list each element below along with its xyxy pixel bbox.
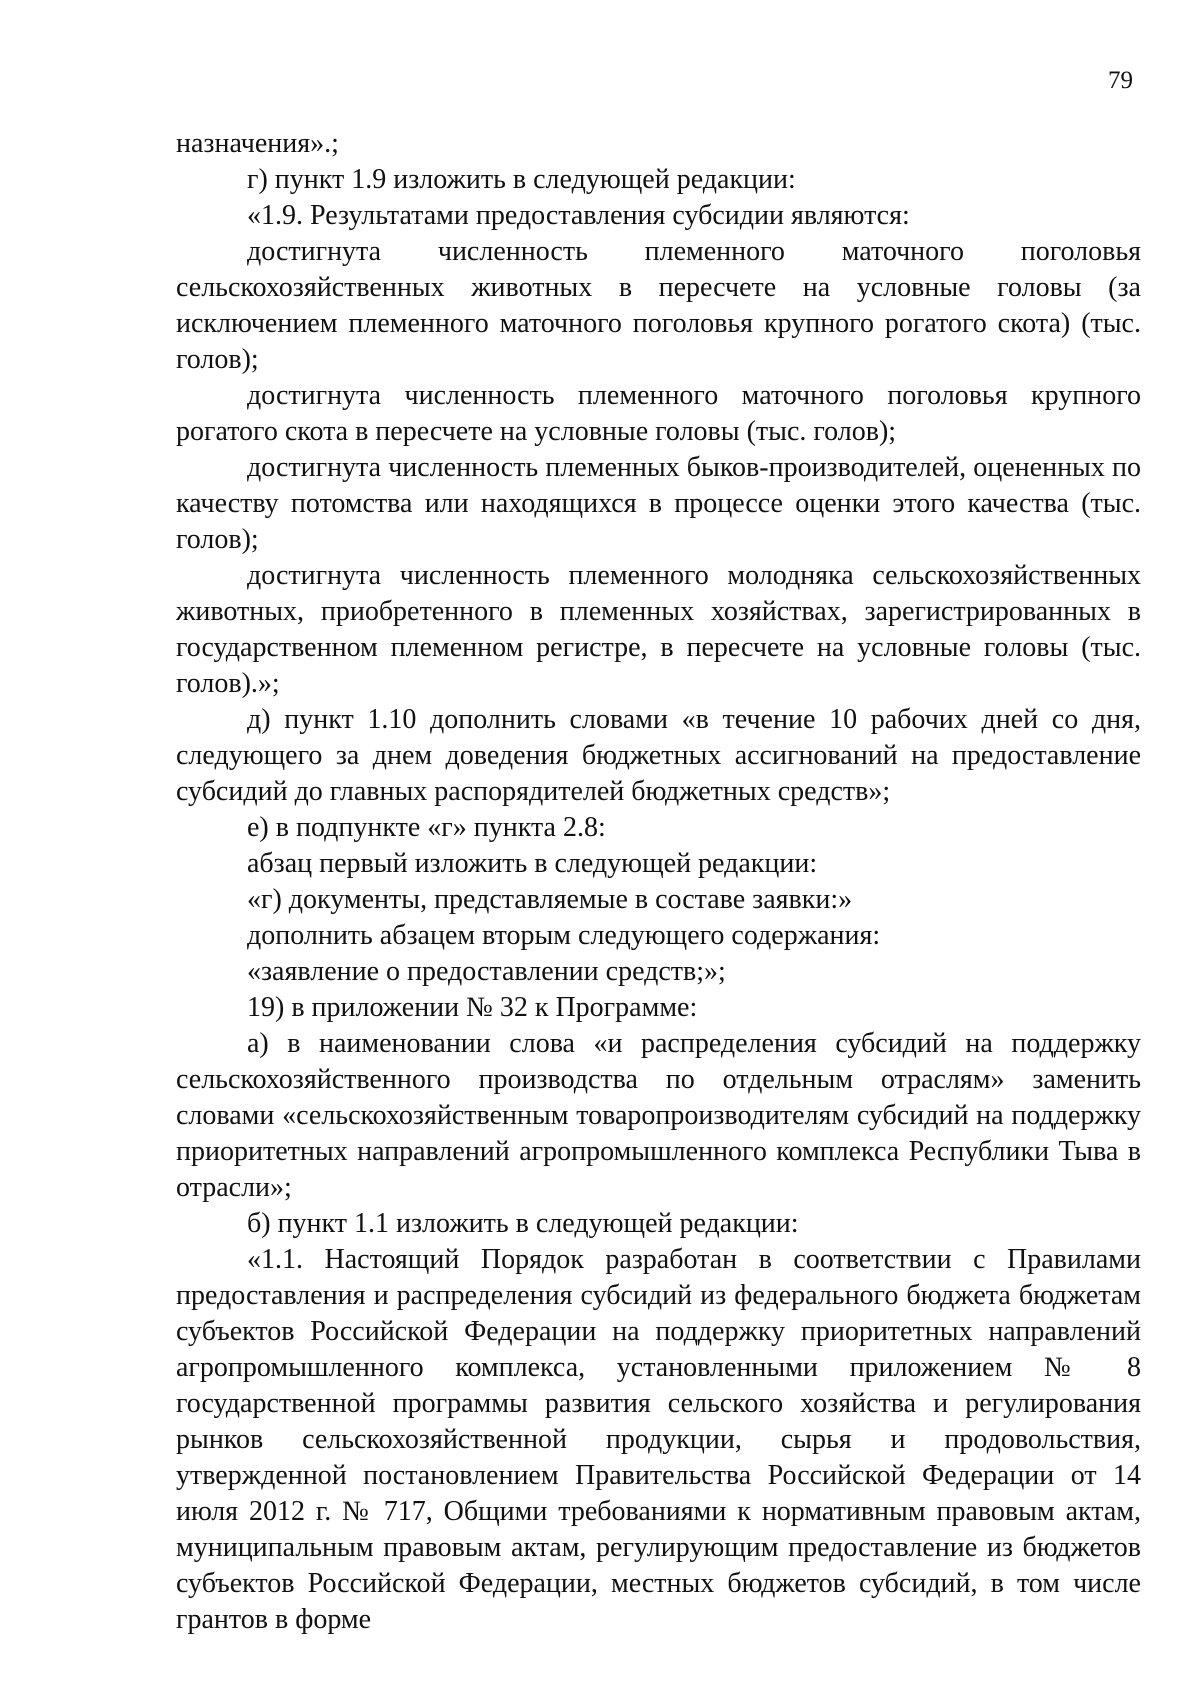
paragraph-2: г) пункт 1.9 изложить в следующей редакции: bbox=[247, 164, 796, 195]
paragraph-7: достигнута численность племенного молодняка сельскохозяйственных животных, приобретенного в племенных хозяйствах, зарегистрированных в государственном племенном регистре, в пересчете на условные головы (тыс. голов).»; bbox=[176, 560, 1141, 699]
paragraph-6: достигнута численность племенных быков-производителей, оцененных по качеству потомства или находящихся в процессе оценки этого качества (тыс. голов); bbox=[176, 452, 1141, 555]
paragraph-15: а) в наименовании слова «и распределения субсидий на поддержку сельскохозяйственного производства по отдельным отраслям» заменить словами «сельскохозяйственным товаропроизводителям субсидий на поддержку приоритетных направлений агропромышленного комплекса Республики Тыва в отрасли»; bbox=[176, 1028, 1141, 1203]
paragraph-4: достигнута численность племенного маточного поголовья сельскохозяйственных животных в пересчете на условные головы (за исключением племенного маточного поголовья крупного рогатого скота) (тыс. голов); bbox=[176, 236, 1141, 375]
paragraph-5: достигнута численность племенного маточного поголовья крупного рогатого скота в пересчете на условные головы (тыс. голов); bbox=[176, 380, 1141, 447]
paragraph-12: дополнить абзацем вторым следующего содержания: bbox=[247, 920, 881, 951]
paragraph-16: б) пункт 1.1 изложить в следующей редакции: bbox=[247, 1208, 799, 1239]
page-number: 79 bbox=[1108, 67, 1133, 94]
paragraph-9: е) в подпункте «г» пункта 2.8: bbox=[247, 812, 606, 843]
paragraph-3: «1.9. Результатами предоставления субсидии являются: bbox=[247, 200, 910, 231]
paragraph-10: абзац первый изложить в следующей редакции: bbox=[247, 848, 818, 879]
paragraph-14: 19) в приложении № 32 к Программе: bbox=[247, 992, 698, 1023]
paragraph-13: «заявление о предоставлении средств;»; bbox=[247, 956, 726, 987]
paragraph-11: «г) документы, представляемые в составе заявки:» bbox=[247, 884, 853, 915]
paragraph-1: назначения».; bbox=[176, 128, 339, 159]
document-body bbox=[176, 126, 1141, 1638]
paragraph-8: д) пункт 1.10 дополнить словами «в течение 10 рабочих дней со дня, следующего за днем доведения бюджетных ассигнований на предоставление субсидий до главных распорядителей бюджетных средств»; bbox=[176, 704, 1141, 807]
paragraph-17: «1.1. Настоящий Порядок разработан в соответствии с Правилами предоставления и распределения субсидий из федерального бюджета бюджетам субъектов Российской Федерации на поддержку приоритетных направлений агропромышленного комплекса, установленными приложением № 8 государственной программы развития сельского хозяйства и регулирования рынков сельскохозяйственной продукции, сырья и продовольствия, утвержденной постановлением Правительства Российской Федерации от 14 июля 2012 г. № 717, Общими требованиями к нормативным правовым актам, муниципальным правовым актам, регулирующим предоставление из бюджетов субъектов Российской Федерации, местных бюджетов субсидий, в том числе грантов в форме bbox=[176, 1244, 1141, 1635]
